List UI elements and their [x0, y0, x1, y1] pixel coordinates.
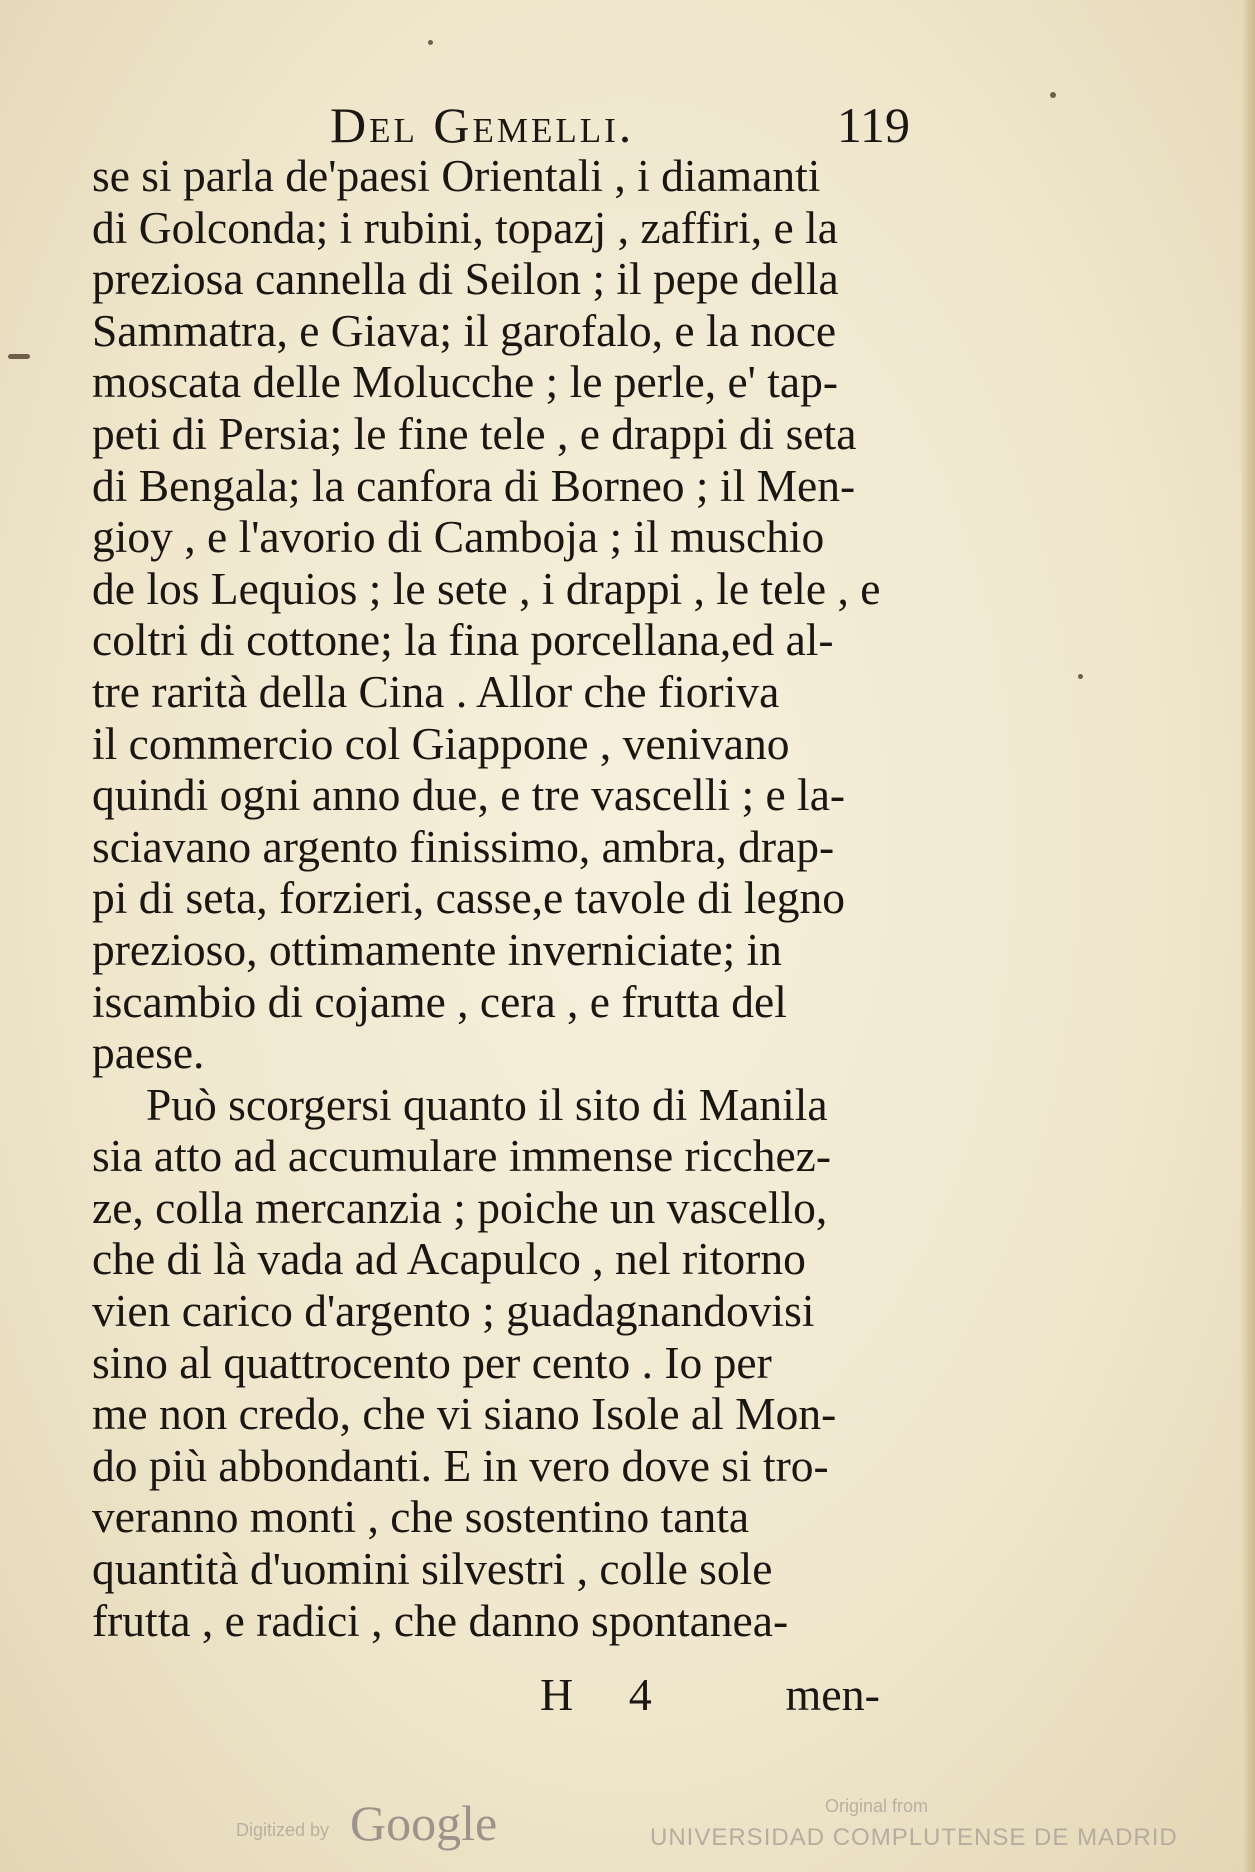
text-line: me non credo, che vi siano Isole al Mon- — [92, 1388, 837, 1440]
text-line: de los Lequios ; le sete , i drappi , le tele , e — [92, 562, 881, 614]
text-line: preziosa cannella di Seilon ; il pepe della — [92, 253, 839, 305]
text-line: frutta , e radici , che danno spontanea- — [92, 1594, 789, 1646]
catchword: men- — [785, 1669, 880, 1720]
text-line: pi di seta, forzieri, casse,e tavole di legno — [92, 872, 845, 924]
text-line: do più abbondanti. E in vero dove si tro- — [92, 1439, 829, 1491]
text-line: iscambio di cojame , cera , e frutta del — [92, 975, 787, 1027]
text-line: sciavano argento finissimo, ambra, drap- — [92, 820, 835, 872]
signature-mark: H 4 — [540, 1669, 674, 1720]
text-line: se si parla de'paesi Orientali , i diamanti — [92, 150, 821, 201]
google-logo: Google — [350, 1795, 498, 1851]
text-line: di Golconda; i rubini, topazj , zaffiri, e la — [92, 201, 838, 253]
text-line: prezioso, ottimamente inverniciate; in — [92, 923, 782, 975]
text-line: gioy , e l'avorio di Camboja ; il muschio — [92, 511, 825, 563]
paragraph-start-line: Può scorgersi quanto il sito di Manila — [146, 1078, 828, 1130]
body-text — [92, 150, 952, 1646]
ink-speck — [1050, 92, 1056, 98]
text-line: quindi ogni anno due, e tre vascelli ; e la- — [92, 769, 846, 821]
running-title: Del Gemelli. — [330, 97, 635, 153]
text-line: il commercio col Giappone , venivano — [92, 717, 790, 769]
text-line: tre rarità della Cina . Allor che fioriva — [92, 665, 780, 717]
page-header — [330, 96, 930, 156]
ink-speck — [8, 354, 30, 359]
text-line: coltri di cottone; la fina porcellana,ed al- — [92, 614, 834, 666]
text-line: paese. — [92, 1027, 205, 1079]
page-number: 119 — [836, 97, 910, 153]
text-line: ze, colla mercanzia ; poiche un vascello, — [92, 1181, 828, 1233]
text-line: di Bengala; la canfora di Borneo ; il Men- — [92, 459, 856, 511]
signature-line — [540, 1668, 900, 1728]
text-line: sia atto ad accumulare immense ricchez- — [92, 1130, 831, 1182]
text-line: veranno monti , che sostentino tanta — [92, 1491, 750, 1543]
original-from-label: Original from — [825, 1796, 929, 1816]
text-line: Sammatra, e Giava; il garofalo, e la noce — [92, 304, 837, 356]
library-name: UNIVERSIDAD COMPLUTENSE DE MADRID — [650, 1824, 1178, 1851]
digitized-by-label: Digitized by — [236, 1820, 330, 1840]
text-line: vien carico d'argento ; guadagnandovisi — [92, 1285, 815, 1337]
page-edge — [1241, 0, 1255, 1872]
ink-speck — [428, 40, 433, 45]
text-line: moscata delle Molucche ; le perle, e' tap- — [92, 356, 838, 408]
text-line: che di là vada ad Acapulco , nel ritorno — [92, 1233, 806, 1285]
text-line: sino al quattrocento per cento . Io per — [92, 1336, 772, 1388]
digitization-footer — [0, 1790, 1255, 1870]
text-line: peti di Persia; le fine tele , e drappi di seta — [92, 407, 857, 459]
ink-speck — [1078, 674, 1083, 679]
text-line: quantità d'uomini silvestri , colle sole — [92, 1543, 773, 1595]
